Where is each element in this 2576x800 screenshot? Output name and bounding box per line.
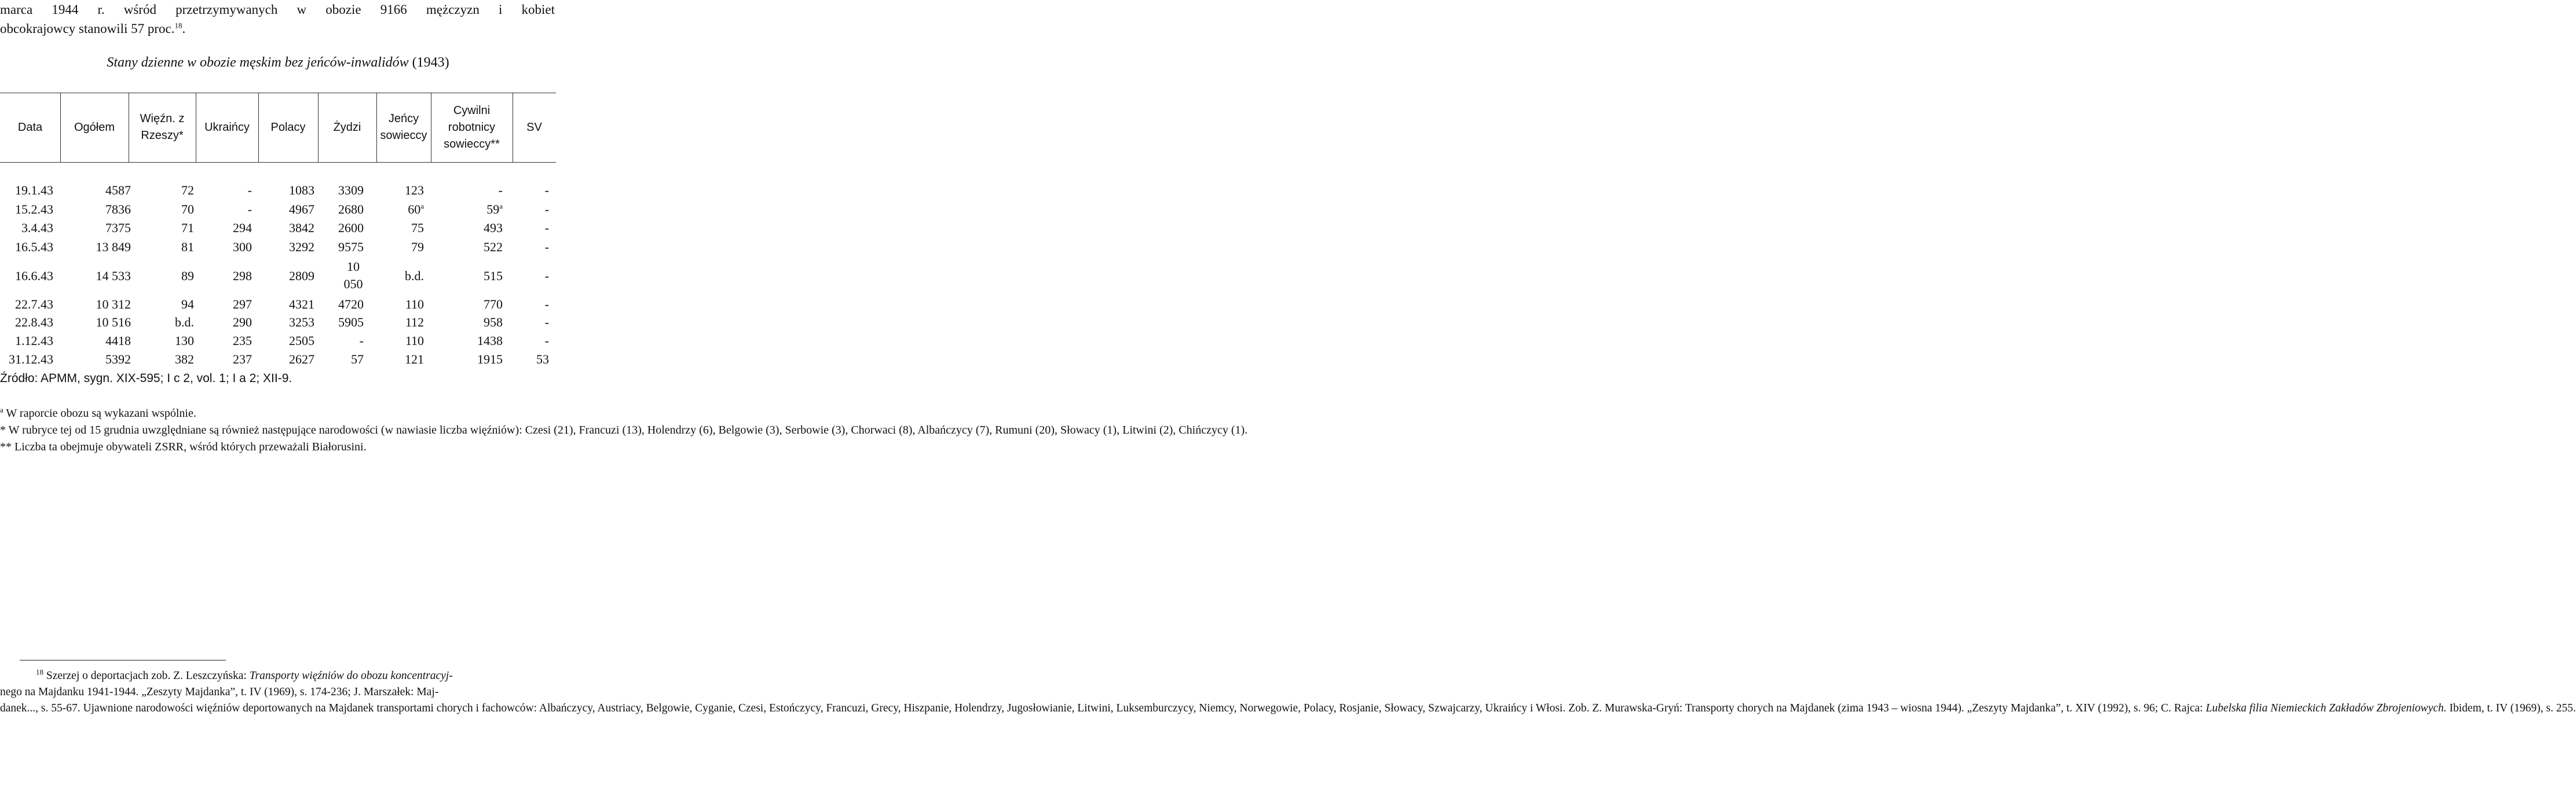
table-notes xyxy=(0,405,1248,456)
header-zydzi: Żydzi xyxy=(333,120,361,134)
table-cell: 4418 xyxy=(105,333,131,348)
intro-word: w xyxy=(297,2,307,17)
table-cell: 298 xyxy=(233,269,252,283)
intro-word: kobiet xyxy=(521,2,555,17)
intro-line-1 xyxy=(0,0,555,19)
table-cell: 71 xyxy=(181,221,194,235)
table-cell: 13 849 xyxy=(96,240,131,254)
intro-word: 1944 xyxy=(52,2,79,17)
table-cell: 4720 xyxy=(338,297,364,311)
table-cell: 123 xyxy=(405,183,424,197)
table-cell: 9575 xyxy=(338,240,364,254)
table-title: Stany dzienne w obozie męskim bez jeńców-inwalidów (1943) xyxy=(107,55,449,70)
note-a-marker: a xyxy=(420,201,424,211)
table-cell: 1083 xyxy=(289,183,314,197)
table-cell: 19.1.43 xyxy=(15,183,53,197)
header-data: Data xyxy=(17,120,43,134)
table-cell: 79 xyxy=(411,240,424,254)
table-row xyxy=(0,200,556,218)
footnote-ref: 18 xyxy=(174,21,182,30)
footnote-18: $^{18}$ Szerzej o deportacjach zob. Z. Leszczyńska: Transporty więźniów do obozu koncentracyj- nego na Majdanku 1941-1944. „Zeszyty Majdanka”, t. IV (1969), s. 174-236; J. Marszałek: Maj- danek..., s. 55-67. Ujawnione narodowości więźniów deportowanych na Majdanek transportami chorych i fachowców: Albańczycy, Austriacy, Belgowie, Cyganie, Czesi, Estończycy, Francuzi, Grecy, Hiszpanie, Holendrzy, Jugosłowianie, Litwini, Luksemburczycy, Niemcy, Norwegowie, Polacy, Rosjanie, Słowacy, Szwajcarzy, Ukraińcy i Włosi. Zob. Z. Murawska-Gryń: Transporty chorych na Majdanek (zima 1943 – wiosna 1944). „Zeszyty Majdanka”, t. XIV (1992), s. 96; C. Rajca: Lubelska filia Niemieckich Zakładów Zbrojeniowych. Ibidem, t. IV (1969), s. 255. xyxy=(0,667,2576,714)
table-cell: 31.12.43 xyxy=(9,352,53,366)
table-cell: 290 xyxy=(233,315,252,329)
table-cell: 10 516 xyxy=(96,315,131,329)
note-star: * W rubryce tej od 15 grudnia uwzględniane są również następujące narodowości (w nawiasie liczba więźniów): Czesi (21), Francuzi (13), Holendrzy (6), Belgowie (3), Serbowie (3), Chorwaci (8), Albańczycy (7), Rumuni (20), Słowacy (1), Litwini (2), Chińczycy (1). xyxy=(0,424,1248,436)
table-cell: b.d. xyxy=(175,315,194,329)
table-cell: 235 xyxy=(233,333,252,348)
table-cell: 110 xyxy=(405,297,424,311)
table-cell: 2600 xyxy=(338,221,364,235)
table-row xyxy=(0,332,556,350)
table-cell: 1438 xyxy=(477,333,503,348)
table-cell: 4967 xyxy=(289,202,314,216)
header-rule xyxy=(0,162,556,163)
table-row xyxy=(0,219,556,237)
header-cywilni: Cywilni robotnicy sowieccy** xyxy=(444,104,500,151)
table-cell: 3309 xyxy=(338,183,364,197)
table-cell: 94 xyxy=(181,297,194,311)
table-cell: 300 xyxy=(233,240,252,254)
table-cell: 2680 xyxy=(338,202,364,216)
table-cell: 3.4.43 xyxy=(21,221,53,235)
intro-word: r. xyxy=(97,2,105,17)
intro-word: 9166 xyxy=(380,2,407,17)
table-cell: 10 312 xyxy=(96,297,131,311)
table-cell: 1.12.43 xyxy=(15,333,53,348)
intro-word: mężczyzn xyxy=(426,2,480,17)
intro-word: marca xyxy=(0,2,33,17)
intro-word: obozie xyxy=(325,2,361,17)
header-polacy: Polacy xyxy=(270,120,306,134)
table-cell: 297 xyxy=(233,297,252,311)
table-cell: 15.2.43 xyxy=(15,202,53,216)
header-sv: SV xyxy=(526,120,542,134)
table-cell: 2627 xyxy=(289,352,314,366)
table-source: Źródło: APMM, sygn. XIX-595; I c 2, vol. 1; I a 2; XII-9. xyxy=(0,372,292,385)
table-cell: 22.8.43 xyxy=(15,315,53,329)
table-cell: 60$^a$ xyxy=(408,201,424,216)
table-cell: 958 xyxy=(484,315,503,329)
header-column-divider xyxy=(258,93,259,162)
table-cell: 16.5.43 xyxy=(15,240,53,254)
table-cell: - xyxy=(544,202,549,216)
table-cell: - xyxy=(544,315,549,329)
header-column-divider xyxy=(60,93,61,162)
header-ukraincy: Ukraińcy xyxy=(204,120,250,134)
intro-word: i xyxy=(498,2,503,17)
table-cell: 14 533 xyxy=(96,269,131,283)
table-cell: 522 xyxy=(484,240,503,254)
table-cell: 110 xyxy=(405,333,424,348)
header-column-divider xyxy=(376,93,377,162)
table-cell: 53 xyxy=(536,352,549,366)
table-cell: 3292 xyxy=(289,240,314,254)
table-cell: - xyxy=(498,183,503,197)
table-cell: 382 xyxy=(175,352,194,366)
table-cell: 294 xyxy=(233,221,252,235)
table-cell: 70 xyxy=(181,202,194,216)
table-cell: 7375 xyxy=(105,221,131,235)
header-jency: Jeńcy sowieccy xyxy=(380,112,427,142)
table-cell: 515 xyxy=(484,269,503,283)
table-row xyxy=(0,350,556,368)
table-cell: 112 xyxy=(405,315,424,329)
intro-paragraph xyxy=(0,0,555,38)
table-row xyxy=(0,295,556,313)
intro-line-2: obcokrajowcy stanowili 57 proc.$^{18}$. xyxy=(0,21,186,36)
table-cell: - xyxy=(544,240,549,254)
note-a-marker: a xyxy=(499,201,503,211)
table-cell: 59$^a$ xyxy=(486,201,503,216)
table-cell: 2809 xyxy=(289,269,314,283)
table-cell: 16.6.43 xyxy=(15,269,53,283)
table-cell: 4587 xyxy=(105,183,131,197)
table-cell: 121 xyxy=(405,352,424,366)
table-cell: 5905 xyxy=(338,315,364,329)
table-cell: 1915 xyxy=(477,352,503,366)
note-a: $^a$ W raporcie obozu są wykazani wspólnie. xyxy=(0,405,196,420)
table-row xyxy=(0,313,556,331)
table-cell: 237 xyxy=(233,352,252,366)
table-row xyxy=(0,258,556,293)
table-cell: 89 xyxy=(181,269,194,283)
table-cell: 493 xyxy=(484,221,503,235)
table-cell: 130 xyxy=(175,333,194,348)
table-cell: - xyxy=(544,221,549,235)
table-cell: 3842 xyxy=(289,221,314,235)
intro-word: przetrzymywanych xyxy=(175,2,278,17)
table-cell: - xyxy=(247,202,252,216)
table-cell: 75 xyxy=(411,221,424,235)
table-cell: 5392 xyxy=(105,352,131,366)
intro-word: wśród xyxy=(123,2,156,17)
table-row xyxy=(0,181,556,199)
table-cell: 72 xyxy=(181,183,194,197)
table-cell: - xyxy=(544,297,549,311)
note-double-star: ** Liczba ta obejmuje obywateli ZSRR, wśród których przeważali Białorusini. xyxy=(0,441,367,453)
table-cell: 7836 xyxy=(105,202,131,216)
table-cell: 770 xyxy=(484,297,503,311)
table-cell: - xyxy=(359,333,364,348)
header-wiezn-rzeszy: Więźn. z Rzeszy* xyxy=(140,112,185,142)
table-cell: 57 xyxy=(351,352,364,366)
table-cell: 2505 xyxy=(289,333,314,348)
table-cell: - xyxy=(544,183,549,197)
table-cell: 22.7.43 xyxy=(15,297,53,311)
table-cell: - xyxy=(247,183,252,197)
table-cell: - xyxy=(544,333,549,348)
table-cell: 3253 xyxy=(289,315,314,329)
table-cell: - xyxy=(544,269,549,283)
table-cell: 81 xyxy=(181,240,194,254)
table-cell: b.d. xyxy=(405,269,424,283)
table-cell: 4321 xyxy=(289,297,314,311)
table-row xyxy=(0,238,556,256)
header-column-divider xyxy=(318,93,319,162)
header-ogolem: Ogółem xyxy=(74,120,115,134)
table-cell: 10 050 xyxy=(343,259,363,291)
